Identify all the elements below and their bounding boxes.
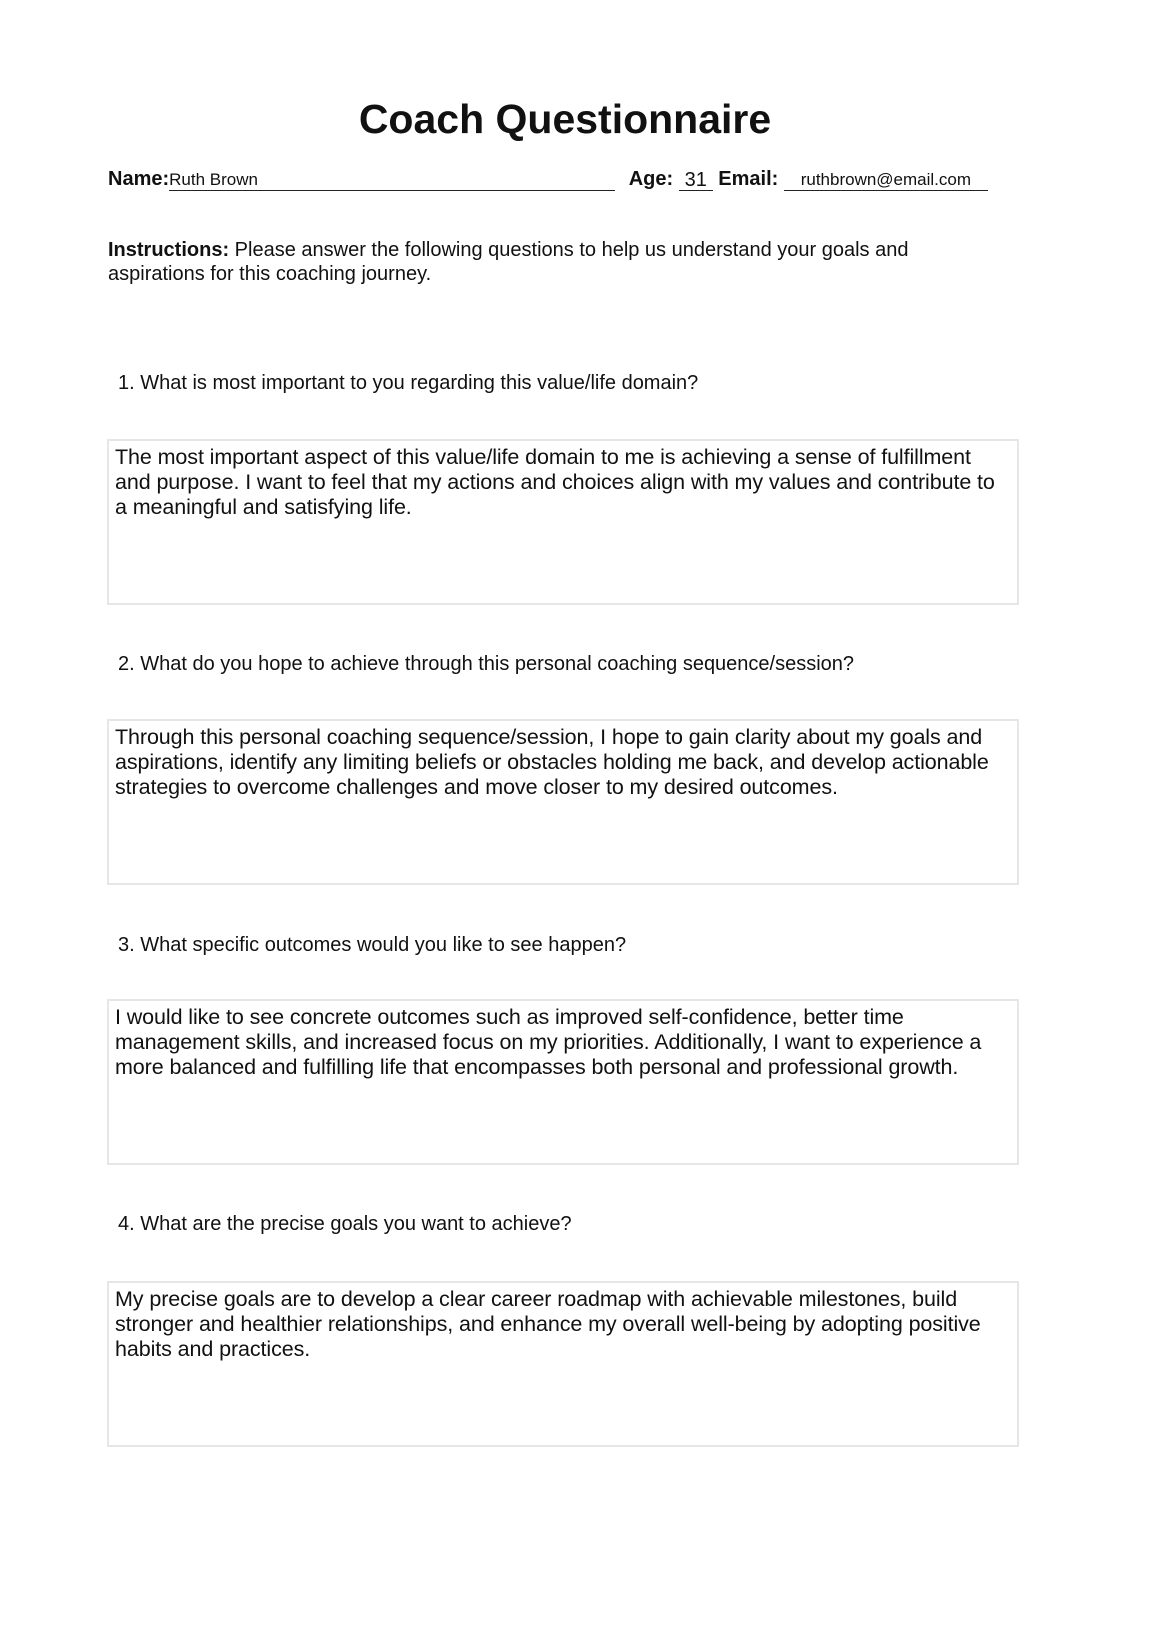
email-label: Email: [718,168,779,190]
answer-box-2[interactable] [107,719,1019,885]
answer-4: My precise goals are to develop a clear career roadmap with achievable milestones, build stronger and healthier relationships, and enhance my overall well-being by adopting positive habits and practices. [115,1287,981,1361]
name-field[interactable]: Ruth Brown [169,170,615,191]
instructions-label: Instructions: [108,239,230,261]
question-4: 4. What are the precise goals you want to achieve? [118,1213,572,1235]
question-3: 3. What specific outcomes would you like to see happen? [118,934,627,956]
answer-1: The most important aspect of this value/life domain to me is achieving a sense of fulfillment and purpose. I want to feel that my actions and choices align with my values and contribute to a meaningful and satisfying life. [115,445,995,519]
instructions-text: Please answer the following questions to help us understand your goals and aspirations for this coaching journey. [108,239,909,285]
answer-box-3[interactable] [107,999,1019,1165]
answer-3: I would like to see concrete outcomes such as improved self-confidence, better time management skills, and increased focus on my priorities. Additionally, I want to experience a more balanced and fulfilling life that encompasses both personal and professional growth. [115,1005,982,1079]
question-1: 1. What is most important to you regarding this value/life domain? [118,372,699,394]
answer-box-4[interactable] [107,1281,1019,1447]
instructions [108,238,1008,286]
question-2: 2. What do you hope to achieve through this personal coaching sequence/session? [118,653,855,675]
answer-box-1[interactable] [107,439,1019,605]
email-field[interactable]: ruthbrown@email.com [784,170,988,191]
age-field[interactable]: 31 [679,170,713,191]
age-label: Age: [628,168,674,190]
answer-2: Through this personal coaching sequence/session, I hope to gain clarity about my goals and aspirations, identify any limiting beliefs or obstacles holding me back, and develop actionable strategies to overcome challenges and move closer to my desired outcomes. [115,725,989,799]
name-label: Name: [108,168,170,190]
page-title: Coach Questionnaire [358,96,772,142]
personal-info-row [108,168,988,191]
